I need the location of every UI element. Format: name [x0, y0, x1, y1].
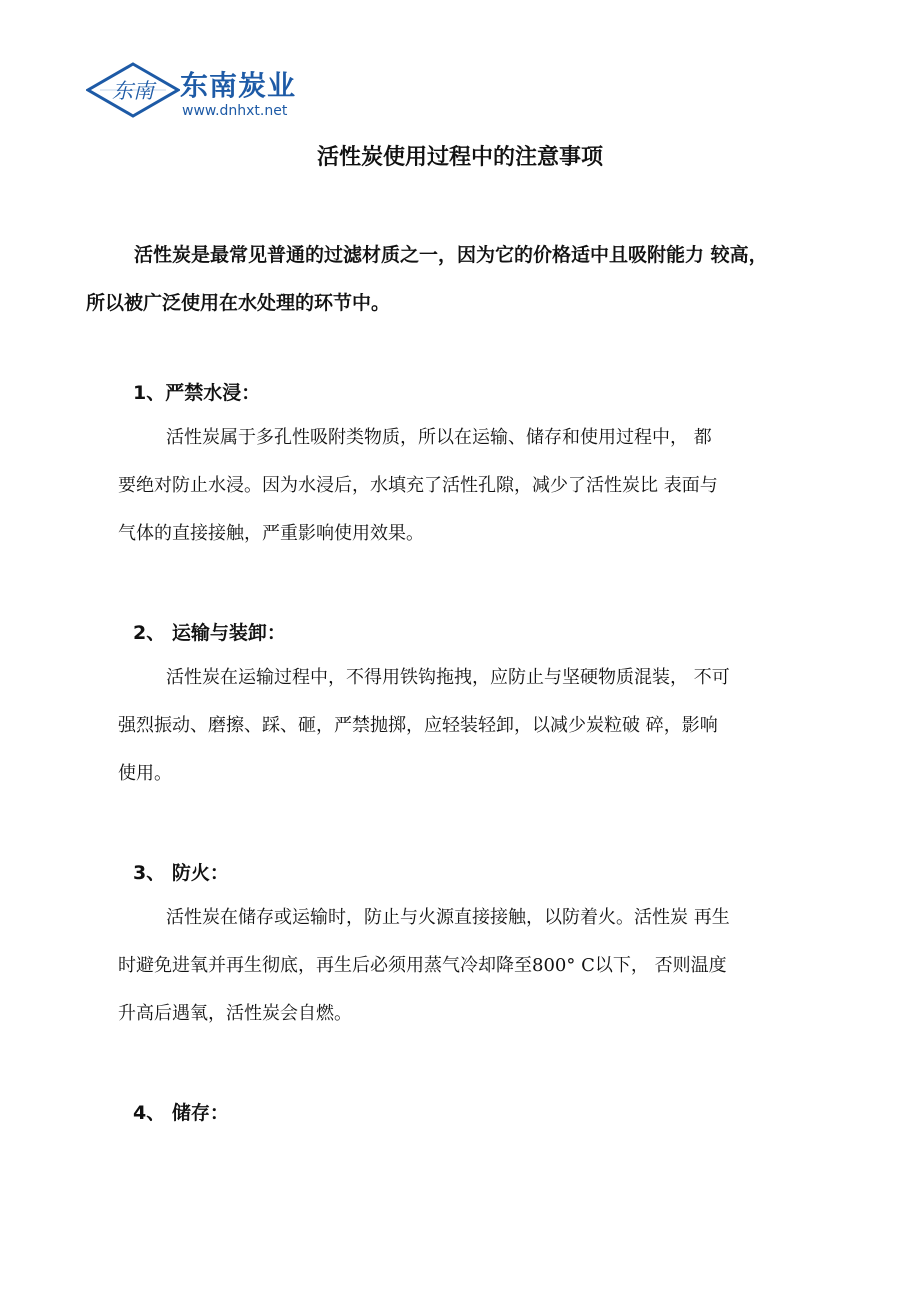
body-line: 时避免进氧并再生彻底，再生后必须用蒸气冷却降至800° C以下， 否则温度	[118, 955, 727, 976]
company-logo	[86, 58, 326, 126]
body-line: 活性炭属于多孔性吸附类物质，所以在运输、储存和使用过程中， 都	[166, 427, 712, 448]
body-line: 气体的直接接触，严重影响使用效果。	[118, 523, 424, 544]
logo-website-url: www.dnhxt.net	[182, 103, 288, 119]
section-heading-fire: 3、 防火：	[133, 862, 229, 884]
section-heading-transport: 2、 运输与装卸：	[133, 622, 286, 644]
section-heading-water: 1、严禁水浸：	[133, 382, 261, 404]
body-line: 升高后遇氧，活性炭会自燃。	[118, 1003, 352, 1024]
page-title: 活性炭使用过程中的注意事项	[316, 145, 603, 170]
section-heading-storage: 4、 储存：	[133, 1102, 229, 1124]
section-body-transport	[118, 654, 850, 798]
section-body-fire	[118, 894, 850, 1038]
body-line: 使用。	[118, 763, 172, 784]
body-line: 要绝对防止水浸。因为水浸后，水填充了活性孔隙，减少了活性炭比 表面与	[118, 475, 718, 496]
body-line: 活性炭在储存或运输时，防止与火源直接接触，以防着火。活性炭 再生	[166, 907, 730, 928]
section-body-water	[118, 414, 850, 558]
logo-diamond-icon	[86, 62, 180, 118]
intro-paragraph	[86, 231, 850, 327]
body-line: 强烈振动、磨擦、踩、砸，严禁抛掷，应轻装轻卸，以减少炭粒破 碎，影响	[118, 715, 718, 736]
intro-line: 所以被广泛使用在水处理的环节中。	[86, 292, 391, 314]
logo-company-name: 东南炭业	[180, 69, 297, 102]
body-line: 活性炭在运输过程中，不得用铁钩拖拽，应防止与坚硬物质混装， 不可	[166, 667, 730, 688]
intro-line: 活性炭是最常见普通的过滤材质之一，因为它的价格适中且吸附能力 较高，	[134, 244, 768, 266]
logo-seal-text: 东南	[112, 79, 154, 103]
